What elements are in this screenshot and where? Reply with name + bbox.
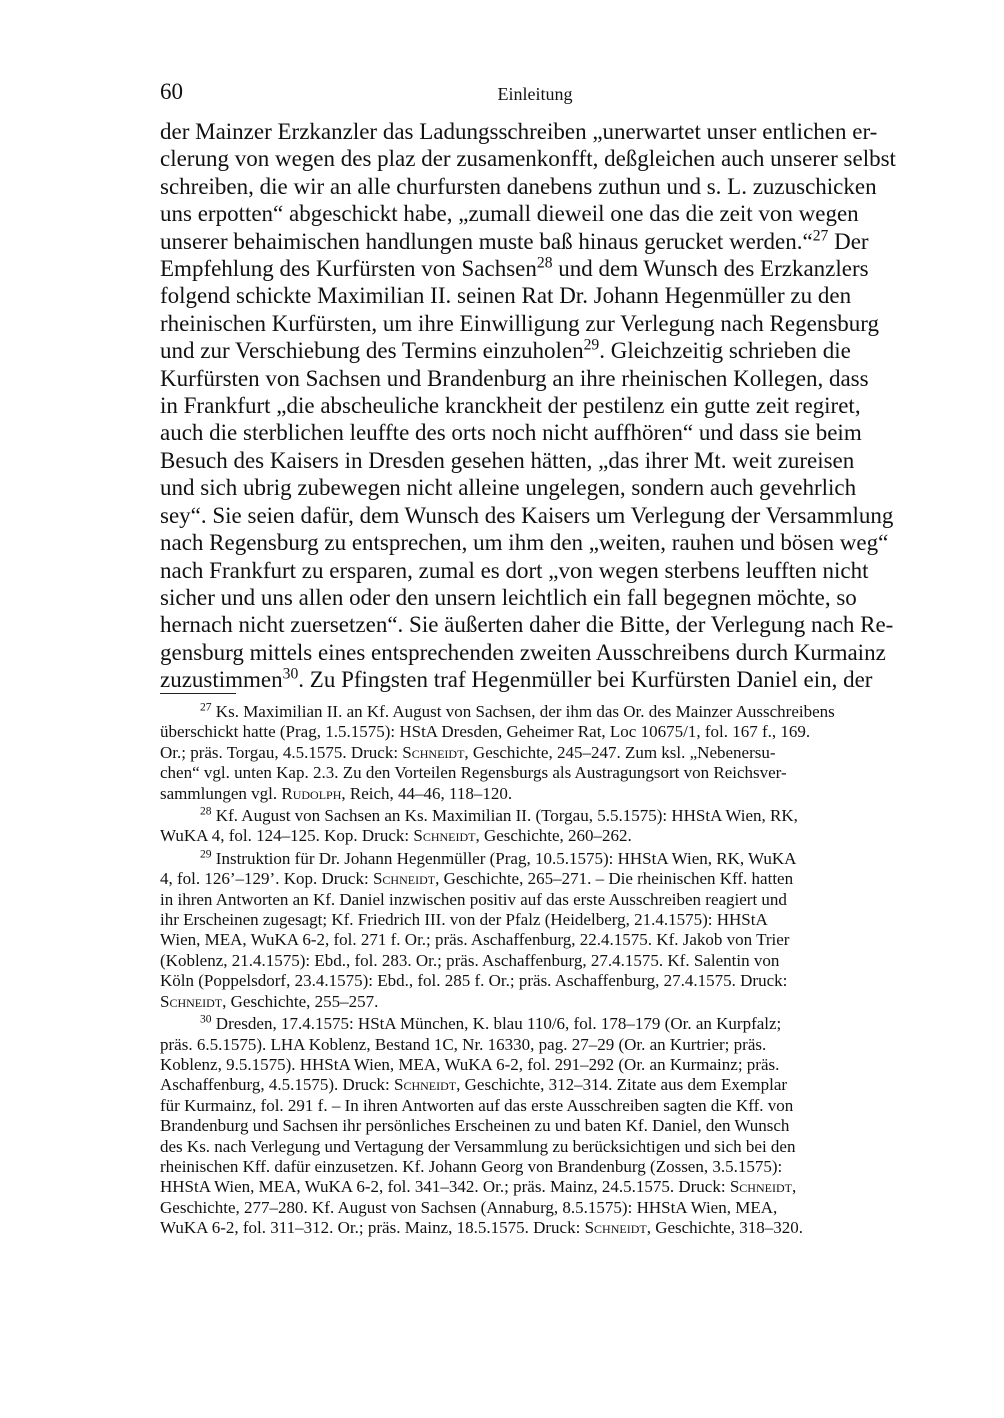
body-line-text: und dem Wunsch des Erzkanzlers [552, 256, 869, 282]
footnote-reference: 28 [536, 254, 553, 272]
body-line-text: Empfehlung des Kurfürsten von Sachsen [160, 256, 537, 282]
footnote-text: Or.; präs. Torgau, 4.5.1575. Druck: Schneidt, Geschichte, 245–247. Zum ksl. „Nebenersu- [160, 742, 776, 762]
body-line [160, 639, 910, 666]
footnote [160, 849, 910, 1012]
body-line-text: und sich ubrig zubewegen nicht alleine ungelegen, sondern auch gevehrlich [160, 475, 857, 501]
footnote-line [160, 910, 910, 930]
body-line-text: folgend schickte Maximilian II. seinen Rat Dr. Johann Hegenmüller zu den [160, 283, 852, 309]
body-line-text: nach Frankfurt zu ersparen, zumal es dort „von wegen sterbens leufften nicht [160, 557, 869, 583]
author-name: Rudolph [281, 783, 342, 803]
footnote-text: des Ks. nach Verlegung und Vertagung der Versammlung zu berücksichtigen und sich bei den [160, 1136, 796, 1156]
footnote-line [160, 1075, 910, 1095]
footnote-text: Köln (Poppelsdorf, 23.4.1575): Ebd., fol. 285 f. Or.; präs. Aschaffenburg, 27.4.1575. Druck: [160, 971, 788, 991]
author-name: Schneidt [160, 991, 223, 1011]
footnotes [160, 702, 910, 1241]
footnote-text: WuKA 6-2, fol. 311–312. Or.; präs. Mainz, 18.5.1575. Druck: Schneidt, Geschichte, 318–320. [160, 1218, 803, 1238]
body-line-text: und zur Verschiebung des Termins einzuholen [160, 338, 584, 364]
body-line-text: in Frankfurt „die abscheuliche kranckheit der pestilenz ein gutte zeit regiret, [160, 393, 861, 419]
body-line [160, 447, 910, 474]
body-line [160, 337, 910, 364]
body-line-text: auch die sterblichen leuffte des orts noch nicht auffhören“ und dass sie beim [160, 420, 862, 446]
footnote-line [160, 951, 910, 971]
footnote-text: präs. 6.5.1575). LHA Koblenz, Bestand 1C, Nr. 16330, pag. 27–29 (Or. an Kurtrier; präs. [160, 1034, 767, 1054]
footnote-text: rheinischen Kff. dafür einzusetzen. Kf. Johann Georg von Brandenburg (Zossen, 3.5.1575): [160, 1156, 783, 1176]
author-name: Schneidt [372, 869, 436, 889]
author-name: Schneidt [394, 1075, 457, 1095]
body-line-text: Besuch des Kaisers in Dresden gesehen hätten, „das ihrer Mt. weit zureisen [160, 447, 855, 473]
footnote-line [160, 930, 910, 950]
footnote-text: Kf. August von Sachsen an Ks. Maximilian II. (Torgau, 5.5.1575): HHStA Wien, RK, [215, 806, 798, 826]
footnote-number: 29 [200, 847, 212, 861]
footnote-line [160, 1157, 910, 1177]
footnote-reference: 27 [812, 227, 829, 245]
footnote-line [160, 1035, 910, 1055]
body-line [160, 365, 910, 392]
footnote-line [160, 722, 910, 742]
body-line [160, 310, 910, 337]
body-line [160, 419, 910, 446]
body-line-text: uns erpotten“ abgeschickt habe, „zumall dieweil one das die zeit von wegen [160, 201, 859, 227]
footnote-line [160, 869, 910, 889]
footnote-gap [160, 1239, 910, 1241]
body-line [160, 255, 910, 282]
footnote-text: Aschaffenburg, 4.5.1575). Druck: Schneidt, Geschichte, 312–314. Zitate aus dem Exemplar [160, 1075, 788, 1095]
footnote-text: sammlungen vgl. Rudolph, Reich, 44–46, 118–120. [160, 783, 513, 803]
footnote-text: in ihren Antworten an Kf. Daniel inzwischen positiv auf das erste Ausschreiben reagiert und [160, 889, 787, 909]
body-line-text: Kurfürsten von Sachsen und Brandenburg an ihre rheinischen Kollegen, dass [160, 365, 869, 391]
body-line-text: nach Regensburg zu entsprechen, um ihm den „weiten, rauhen und bösen weg“ [160, 530, 889, 556]
body-line [160, 502, 910, 529]
footnote-line [160, 806, 910, 826]
footnote-line [160, 743, 910, 763]
footnote-text: Dresden, 17.4.1575: HStA München, K. blau 110/6, fol. 178–179 (Or. an Kurpfalz; [215, 1014, 782, 1034]
footnote-text: (Koblenz, 21.4.1575): Ebd., fol. 283. Or.; präs. Aschaffenburg, 27.4.1575. Kf. Salentin von [160, 950, 780, 970]
body-line [160, 392, 910, 419]
footnote-line [160, 992, 910, 1012]
footnote-reference: 29 [583, 336, 600, 354]
footnote-line [160, 1218, 910, 1238]
body-line-text: . Zu Pfingsten traf Hegenmüller bei Kurfürsten Daniel ein, der [298, 667, 873, 693]
body-line-text: hernach nicht zuersetzen“. Sie äußerten daher die Bitte, der Verlegung nach Re- [160, 612, 894, 638]
footnote-line [160, 702, 910, 722]
footnote-text: Brandenburg und Sachsen ihr persönliches Erscheinen zu und baten Kf. Daniel, den Wunsch [160, 1116, 790, 1136]
body-line-text: der Mainzer Erzkanzler das Ladungsschreiben „unerwartet unser entlichen er- [160, 119, 878, 144]
footnote-text: Instruktion für Dr. Johann Hegenmüller (Prag, 10.5.1575): HHStA Wien, RK, WuKA [215, 848, 797, 868]
footnote-line [160, 1055, 910, 1075]
footnote [160, 1014, 910, 1238]
body-line [160, 529, 910, 556]
body-text [160, 118, 910, 694]
footnote-text: Koblenz, 9.5.1575). HHStA Wien, MEA, WuKA 6-2, fol. 291–292 (Or. an Kurmainz; präs. [160, 1054, 780, 1074]
footnote-number: 30 [200, 1012, 212, 1026]
author-name: Schneidt [402, 742, 465, 762]
author-name: Schneidt [584, 1218, 647, 1238]
footnote-text: Ks. Maximilian II. an Kf. August von Sachsen, der ihm das Or. des Mainzer Ausschreibens [215, 702, 835, 721]
footnote-line [160, 1014, 910, 1034]
footnote [160, 702, 910, 804]
footnote-text: ihr Erscheinen zugesagt; Kf. Friedrich III. von der Pfalz (Heidelberg, 21.4.1575): HHStA [160, 910, 768, 930]
body-line [160, 228, 910, 255]
footnote-line [160, 826, 910, 846]
body-line-text: schreiben, die wir an alle churfursten danebens zuthun und s. L. zuzuschicken [160, 173, 877, 199]
body-line [160, 557, 910, 584]
footnote-line [160, 1116, 910, 1136]
footnote-reference: 30 [282, 665, 299, 683]
body-line [160, 118, 910, 145]
body-line-text: . Gleichzeitig schrieben die [599, 338, 851, 364]
footnote-text: Geschichte, 277–280. Kf. August von Sachsen (Annaburg, 8.5.1575): HHStA Wien, MEA, [160, 1197, 778, 1217]
running-title: Einleitung [497, 84, 573, 104]
footnote-text: überschickt hatte (Prag, 1.5.1575): HStA Dresden, Geheimer Rat, Loc 10675/1, fol. 167 f., 169. [160, 722, 811, 742]
body-line-text: sey“. Sie seien dafür, dem Wunsch des Kaisers um Verlegung der Versammlung [160, 502, 894, 528]
footnote-line [160, 784, 910, 804]
footnote-line [160, 1137, 910, 1157]
footnote-separator [160, 693, 236, 694]
footnote-text: 4, fol. 126’–129’. Kop. Druck: Schneidt, Geschichte, 265–271. – Die rheinischen Kff. hatten [160, 869, 794, 889]
body-line-text: gensburg mittels eines entsprechenden zweiten Ausschreibens durch Kurmainz [160, 639, 886, 665]
footnote-line [160, 1177, 910, 1197]
footnote-text: chen“ vgl. unten Kap. 2.3. Zu den Vorteilen Regensburgs als Austragungsort von Reichsver- [160, 763, 787, 783]
body-line [160, 200, 910, 227]
body-line-text: unserer behaimischen handlungen muste baß hinaus gerucket werden.“ [160, 228, 813, 254]
body-line [160, 173, 910, 200]
footnote [160, 806, 910, 847]
footnote-number: 27 [200, 700, 212, 714]
body-line [160, 145, 910, 172]
footnote-line [160, 890, 910, 910]
footnote-text: für Kurmainz, fol. 291 f. – In ihren Antworten auf das erste Ausschreiben sagten die Kff. von [160, 1095, 794, 1115]
footnote-text: HHStA Wien, MEA, WuKA 6-2, fol. 341–342. Or.; präs. Mainz, 24.5.1575. Druck: Schneidt, [160, 1177, 797, 1197]
page-number: 60 [160, 79, 183, 104]
footnote-number: 28 [200, 804, 212, 818]
body-line-text: clerung von wegen des plaz der zusamenkonfft, deßgleichen auch unserer selbst [160, 146, 896, 172]
body-line-text: rheinischen Kurfürsten, um ihre Einwilligung zur Verlegung nach Regensburg [160, 310, 880, 336]
footnote-line [160, 971, 910, 991]
footnote-text: Schneidt, Geschichte, 255–257. [160, 991, 379, 1011]
author-name: Schneidt [413, 826, 476, 846]
footnote-line [160, 1198, 910, 1218]
body-line [160, 282, 910, 309]
body-line-text: sicher und uns allen oder den unsern leichtlich ein fall begegnen möchte, so [160, 584, 857, 610]
body-line-text: Der [828, 228, 869, 254]
footnote-line [160, 849, 910, 869]
body-line [160, 474, 910, 501]
footnote-text: Wien, MEA, WuKA 6-2, fol. 271 f. Or.; präs. Aschaffenburg, 22.4.1575. Kf. Jakob von Trier [160, 930, 790, 950]
footnote-text: WuKA 4, fol. 124–125. Kop. Druck: Schneidt, Geschichte, 260–262. [160, 826, 632, 846]
author-name: Schneidt [729, 1177, 792, 1197]
footnote-line [160, 1096, 910, 1116]
footnote-line [160, 763, 910, 783]
body-line-text: zuzustimmen [160, 667, 283, 693]
body-line [160, 584, 910, 611]
body-line [160, 666, 910, 693]
body-line [160, 611, 910, 638]
